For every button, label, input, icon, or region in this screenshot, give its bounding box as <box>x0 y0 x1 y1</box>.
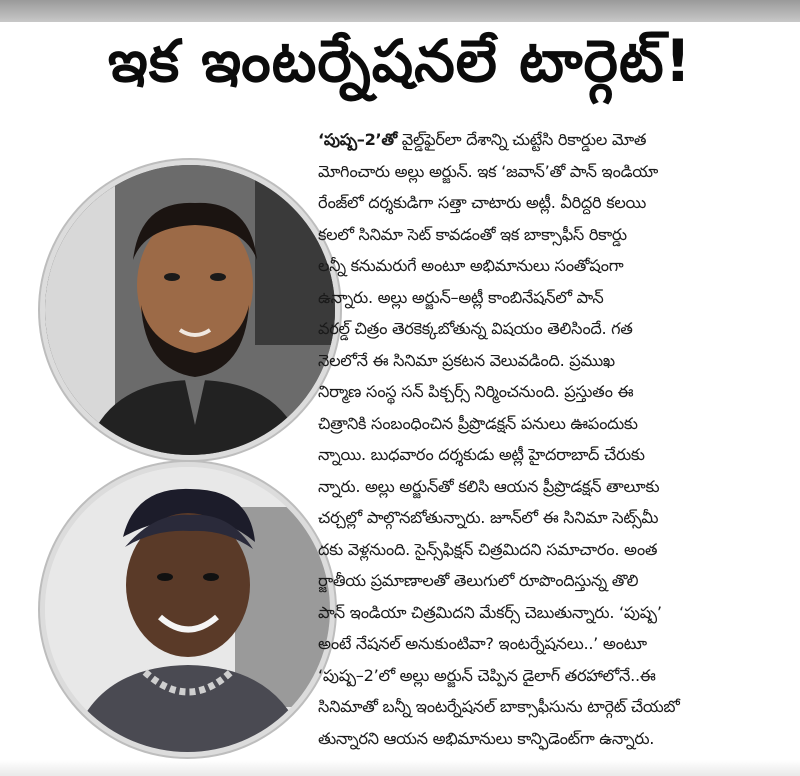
article-line: రేంజ్‌లో దర్శకుడిగా సత్తా చాటారు అట్లీ. వీరిద్దరి కలయి <box>318 193 647 212</box>
article-line: పాన్ ఇండియా చిత్రమిదని మేకర్స్ చెబుతున్నారు. ‘పుష్ప’ <box>318 602 662 622</box>
article-line: వరల్డ్ చిత్రం తెరకెక్కబోతున్న విషయం తెలిసిందే. గత <box>318 319 633 338</box>
article-line: ఉన్నారు. అల్లు అర్జున్–అట్లీ కాంబినేషన్‌లో పాన్ <box>318 287 604 307</box>
article-line: చర్చల్లో పాల్గొనబోతున్నారు. జూన్‌లో ఈ సినిమా సెట్స్‌మీ <box>318 508 659 527</box>
article-line: నిర్మాణ సంస్థ సన్ పిక్చర్స్ నిర్మించనుంది. ప్రస్తుతం ఈ <box>318 382 634 401</box>
article-body <box>318 124 788 756</box>
article-line: ‘పుష్ప–2’లో అల్లు అర్జున్ చెప్పిన డైలాగ్ తరహాలోనే..ఈ <box>318 665 656 685</box>
article-line-text: వైల్డ్‌ఫైర్‌లా దేశాన్ని చుట్టేసి రికార్డుల మోత <box>396 130 647 149</box>
article-lead: ‘పుష్ప–2’తో <box>318 130 397 149</box>
article-line: దకు వెళ్లనుంది. సైన్స్‌ఫిక్షన్ చిత్రమిదని సమాచారం. అంత <box>318 539 658 559</box>
bottom-margin-strip <box>0 760 800 776</box>
allu-arjun-photo <box>40 160 340 460</box>
allu-arjun-portrait <box>45 165 335 455</box>
atlee-photo <box>40 462 335 757</box>
article-line: న్నాయి. బుధవారం దర్శకుడు అట్లీ హైదరాబాద్ చేరుకు <box>318 445 645 464</box>
top-margin-bar <box>0 0 800 22</box>
article-line: ర్జాతీయ ప్రమాణాలతో తెలుగులో రూపొందిస్తున్న తొలి <box>318 571 639 590</box>
headline: ఇక ఇంటర్నేషనలే టార్గెట్! <box>107 26 693 95</box>
article-line: కలలో సినిమా సెట్ కావడంతో ఇక బాక్సాఫీస్ రికార్డు <box>318 224 627 244</box>
article-line: తున్నారని ఆయన అభిమానులు కాన్ఫిడెంట్‌గా ఉన్నారు. <box>318 728 655 748</box>
article-line: న్నారు. అల్లు అర్జున్‌తో కలిసి ఆయన ప్రీప్రొడక్షన్ తాలూకు <box>318 476 660 496</box>
article-line: లన్నీ కనుమరుగే అంటూ అభిమానులు సంతోషంగా <box>318 256 624 275</box>
article-line: సినిమాతో బన్నీ ఇంటర్నేషనల్ బాక్సాఫీసును టార్గెట్ చేయబో <box>318 697 680 716</box>
atlee-portrait <box>45 467 330 752</box>
article-line: చిత్రానికి సంబంధించిన ప్రీప్రొడక్షన్ పనులు ఊపందుకు <box>318 413 638 433</box>
article-line: మోగించారు అల్లు అర్జున్. ఇక ‘జవాన్’తో పాన్ ఇండియా <box>318 161 658 181</box>
article-line: నెలలోనే ఈ సినిమా ప్రకటన వెలువడింది. ప్రముఖ <box>318 350 615 370</box>
article-line: అంటే నేషనల్ అనుకుంటివా? ఇంటర్నేషనలు..’ అంటూ <box>318 634 647 653</box>
article-line <box>318 124 788 156</box>
